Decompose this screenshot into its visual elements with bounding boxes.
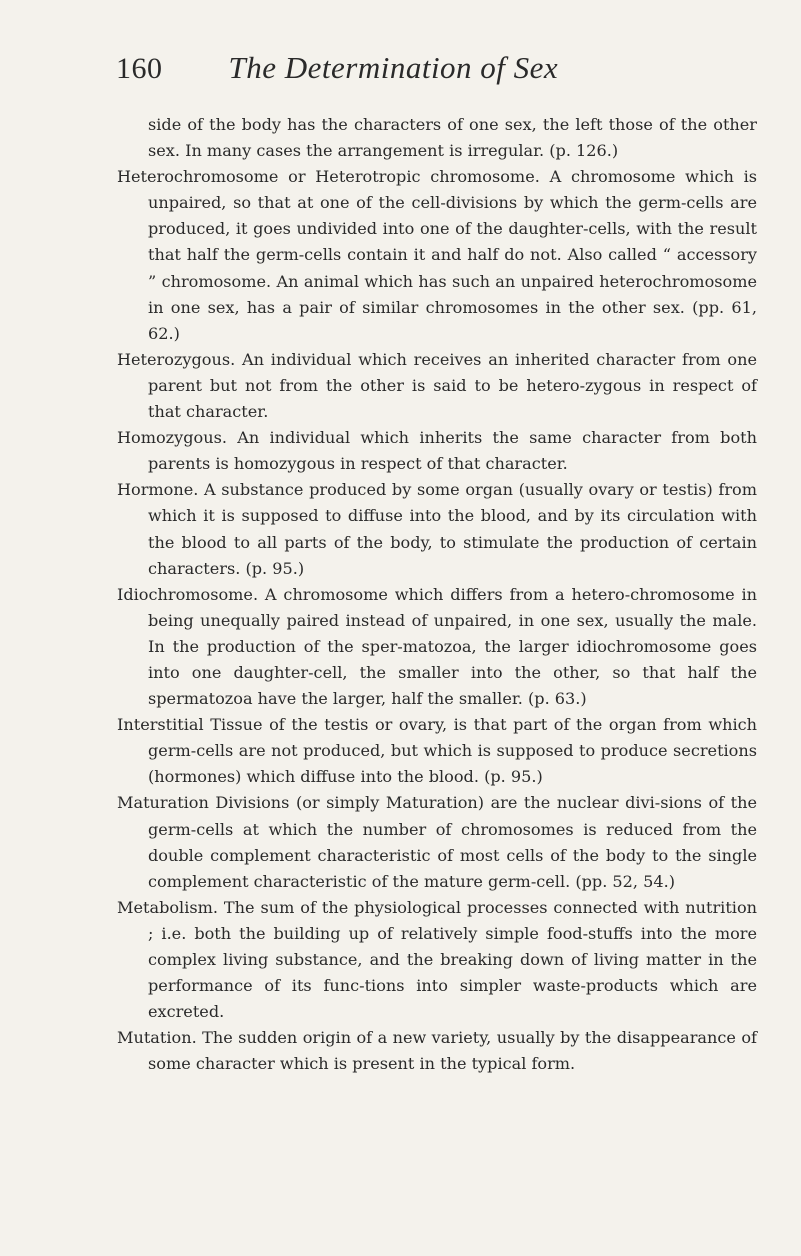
glossary-entry-heterozygous xyxy=(117,347,757,425)
glossary-definition: An individual which inherits the same character from both parents is homozygous in respect of that character. xyxy=(148,428,757,474)
glossary-term: Homozygous. xyxy=(117,428,227,448)
glossary-definition: The sum of the physiological processes connected with nutrition ; i.e. both the building up of relatively simple food-stuffs into the more complex living substance, and the breaking down of living matter in the performance of its func-tions into simpler waste-products which are excreted. xyxy=(148,897,757,1022)
glossary-definition: of the testis or ovary, is that part of the organ from which germ-cells are not produced, but which is supposed to produce secretions (hormones) which diffuse into the blood. (p. 95.) xyxy=(148,715,757,787)
glossary-entry-interstitial-tissue xyxy=(117,712,757,790)
glossary-definition: A substance produced by some organ (usually ovary or testis) from which it is supposed to diffuse into the blood, and by its circulation with the blood to all parts of the body, to stimulate the production of certain characters. (p. 95.) xyxy=(148,480,757,578)
glossary-entry-continuation xyxy=(117,112,757,164)
glossary-entry-idiochromosome xyxy=(117,582,757,712)
glossary-definition: A chromosome which is unpaired, so that at one of the cell-divisions by which the germ-cells are produced, it goes undivided into one of the daughter-cells, with the result that half the germ-cells contain it and half do not. Also called “ accessory ” chromosome. An animal which has such an unpaired heterochromosome in one sex, has a pair of similar chromosomes in the other sex. (pp. 61, 62.) xyxy=(148,167,757,343)
page-header xyxy=(116,50,558,94)
glossary-entry-mutation xyxy=(117,1025,757,1077)
glossary-definition: A chromosome which differs from a hetero-chromosome in being unequally paired instead of unpaired, in one sex, usually the male. In the production of the sper-matozoa, the larger idiochromosome goes into one daughter-cell, the smaller into the other, so that half the spermatozoa have the larger, half the smaller. (p. 63.) xyxy=(148,584,757,709)
glossary-term: Heterozygous. xyxy=(117,349,236,369)
glossary-definition: The sudden origin of a new variety, usually by the disappearance of some character which is present in the typical form. xyxy=(148,1028,757,1074)
glossary-term: Maturation Divisions xyxy=(117,793,290,813)
glossary-entry-homozygous xyxy=(117,425,757,477)
glossary-entry-metabolism xyxy=(117,895,757,1025)
glossary-term: Hormone. xyxy=(117,480,199,500)
glossary-entry-maturation-divisions xyxy=(117,790,757,894)
glossary-term: Interstitial Tissue xyxy=(117,715,263,735)
running-title: The Determination of Sex xyxy=(228,50,559,85)
glossary-body xyxy=(117,112,757,1077)
glossary-term: Mutation. xyxy=(117,1028,197,1048)
glossary-entry-heterochromosome xyxy=(117,164,757,347)
glossary-definition: (or simply Maturation) are the nuclear divi-sions of the germ-cells at which the number of chromosomes is reduced from the double complement characteristic of most cells of the body to the single complement characteristic of the mature germ-cell. (pp. 52, 54.) xyxy=(148,793,757,891)
glossary-term: Heterochromosome or Heterotropic chromosome. xyxy=(117,167,540,187)
glossary-definition: side of the body has the characters of one sex, the left those of the other sex. In many cases the arrangement is irregular. (p. 126.) xyxy=(148,115,757,161)
glossary-entry-hormone xyxy=(117,477,757,581)
page-number: 160 xyxy=(116,52,163,85)
glossary-term: Metabolism. xyxy=(117,897,218,917)
glossary-definition: An individual which receives an inherited character from one parent but not from the other is said to be hetero-zygous in respect of that character. xyxy=(148,349,757,422)
glossary-term: Idiochromosome. xyxy=(117,584,259,604)
